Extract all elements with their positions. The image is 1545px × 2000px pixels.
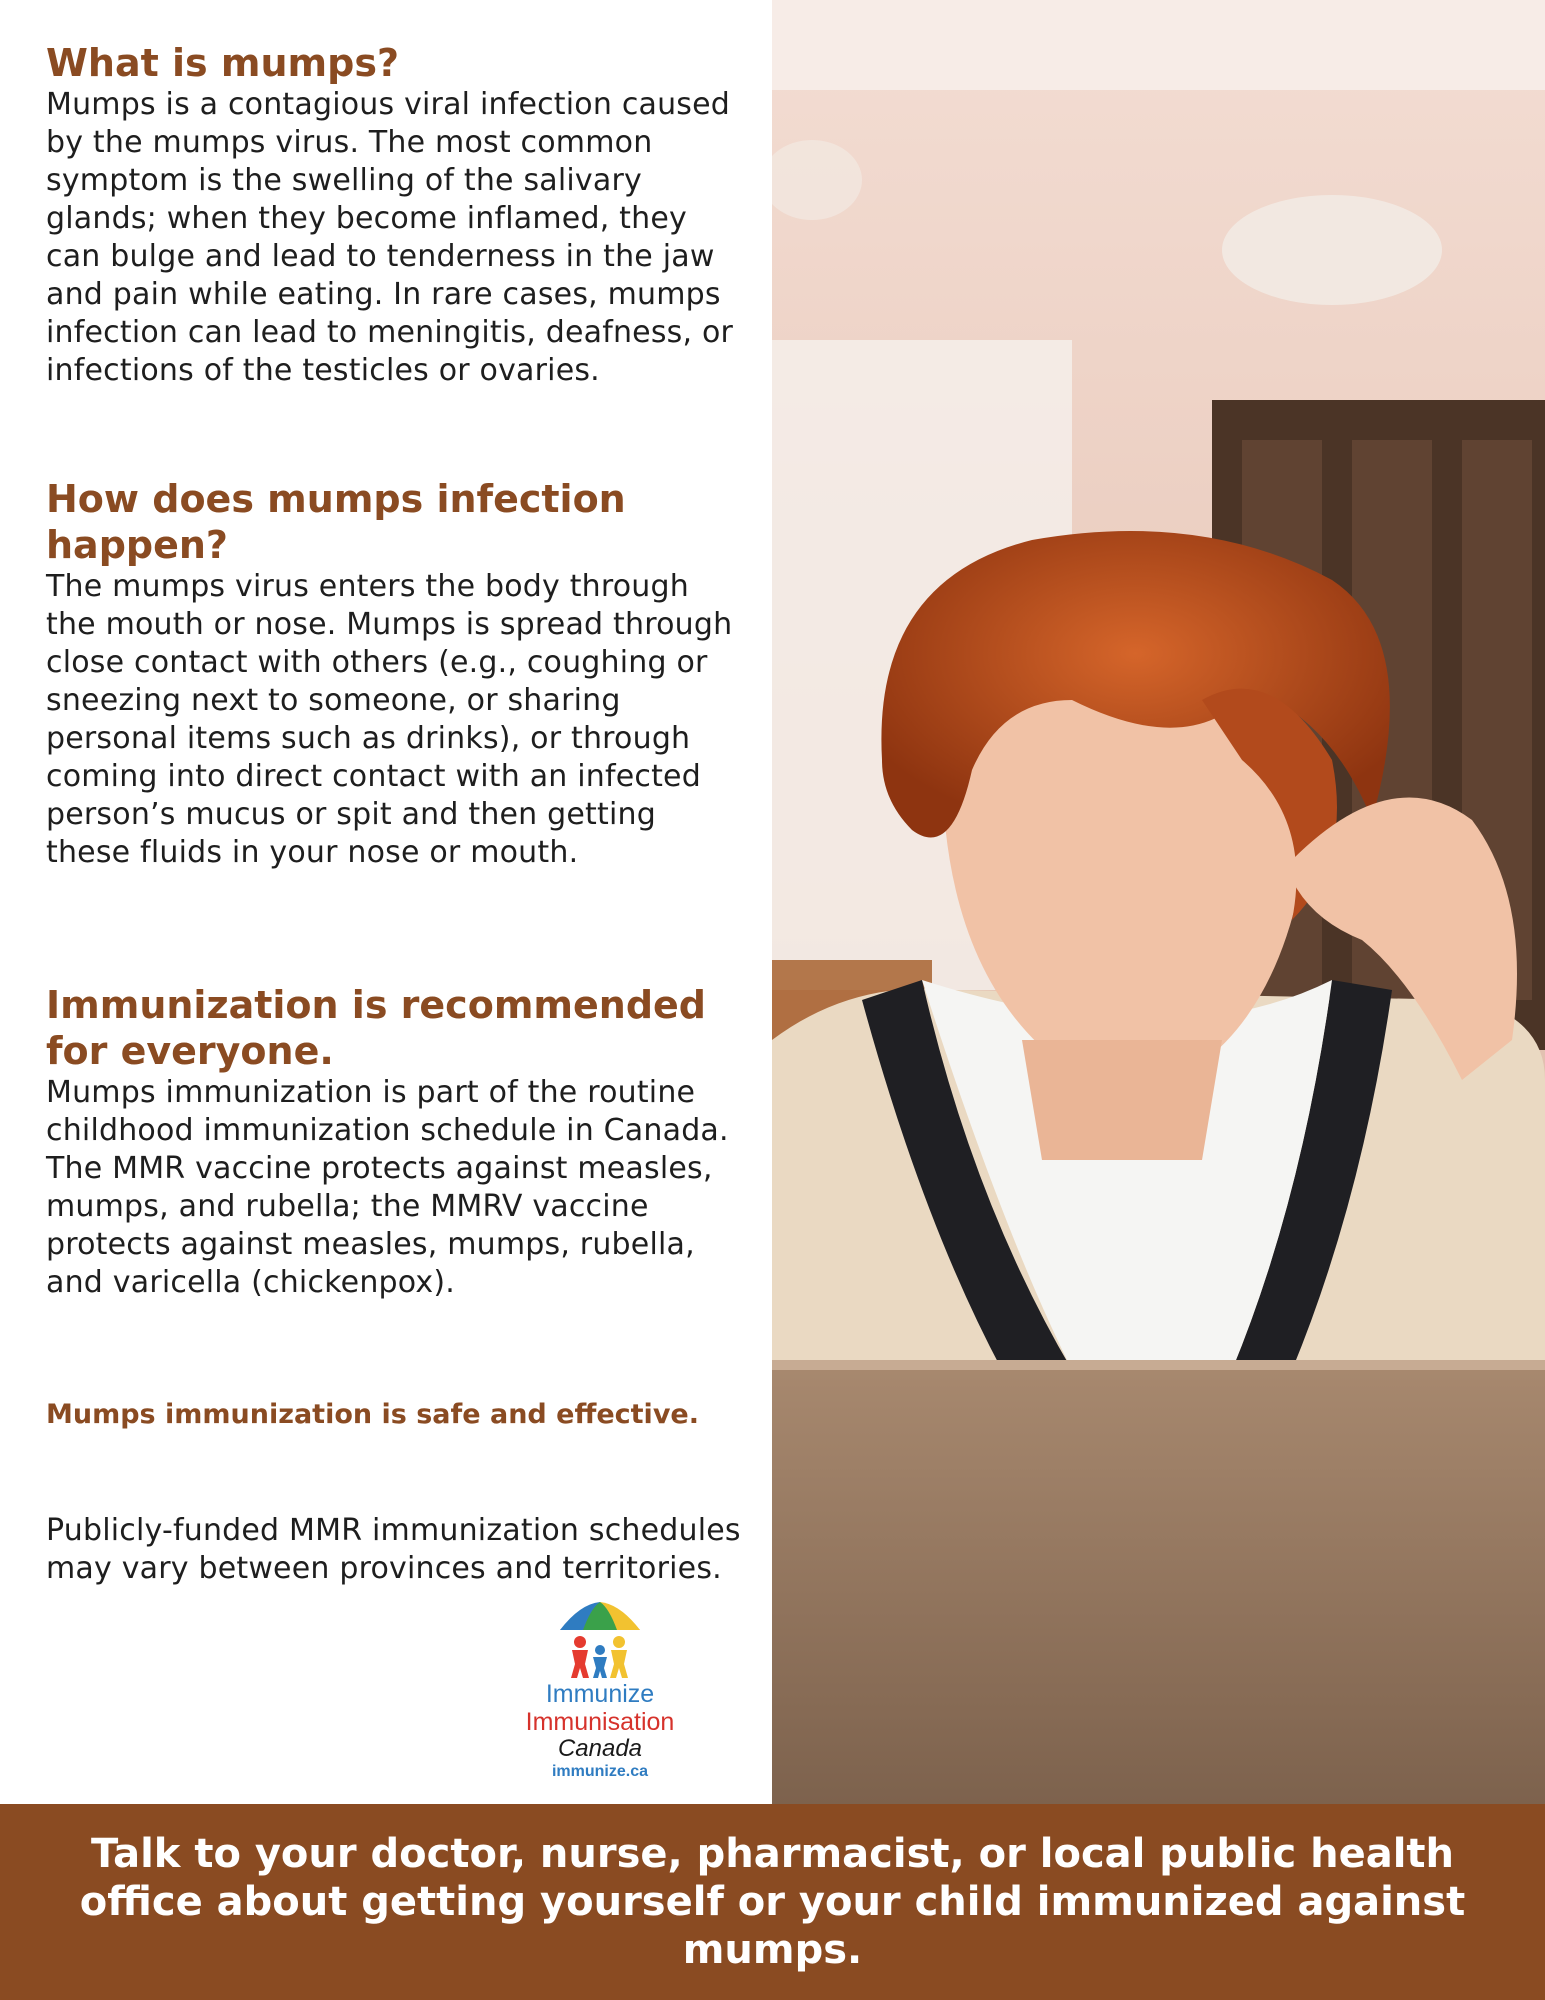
section-funding <box>46 1512 746 1588</box>
paragraph-funding: Publicly-funded MMR immunization schedules may vary between provinces and territories. <box>46 1513 741 1586</box>
umbrella-family-icon <box>555 1600 645 1680</box>
logo-text-immunisation: Immunisation <box>525 1708 675 1736</box>
section-what-is-mumps <box>46 40 746 390</box>
immunize-canada-logo <box>500 1600 700 1800</box>
logo-text-immunize: Immunize <box>545 1680 655 1708</box>
section-immunization-recommended <box>46 982 746 1302</box>
heading-how-infection-happens: How does mumps infection happen? <box>46 477 626 567</box>
paragraph-how-infection-happens: The mumps virus enters the body through the mouth or nose. Mumps is spread through close contact with others (e.g., coughing or sneezing next to someone, or sharing personal items such as drinks), or through coming into direct contact with an infected person’s mucus or spit and then getting these fluids in your nose or mouth. <box>46 569 733 870</box>
footer-call-to-action: Talk to your doctor, nurse, pharmacist, or local public health office about getting yourself or your child immunized against mumps. <box>79 1831 1466 1973</box>
footer-banner <box>0 1804 1545 2000</box>
heading-immunization-recommended: Immunization is recommended for everyone. <box>46 983 707 1073</box>
paragraph-immunization-recommended: Mumps immunization is part of the routine childhood immunization schedule in Canada. The MMR vaccine protects against measles, mumps, and rubella; the MMRV vaccine protects against measles, mumps, rubella, and varicella (chickenpox). <box>46 1075 729 1300</box>
subheading-safe-effective: Mumps immunization is safe and effective. <box>46 1399 699 1430</box>
photo-student-at-laptop <box>772 0 1545 1804</box>
logo-text-canada: Canada <box>557 1735 643 1762</box>
section-safe-effective <box>46 1396 746 1434</box>
logo-text-url: immunize.ca <box>551 1763 649 1780</box>
photo-illustration <box>772 0 1545 1804</box>
heading-what-is-mumps: What is mumps? <box>46 41 399 85</box>
section-how-infection-happens <box>46 476 746 872</box>
paragraph-what-is-mumps: Mumps is a contagious viral infection caused by the mumps virus. The most common symptom is the swelling of the salivary glands; when they become inflamed, they can bulge and lead to tenderness in the jaw and pain while eating. In rare cases, mumps infection can lead to meningitis, deafness, or infections of the testicles or ovaries. <box>46 87 734 388</box>
